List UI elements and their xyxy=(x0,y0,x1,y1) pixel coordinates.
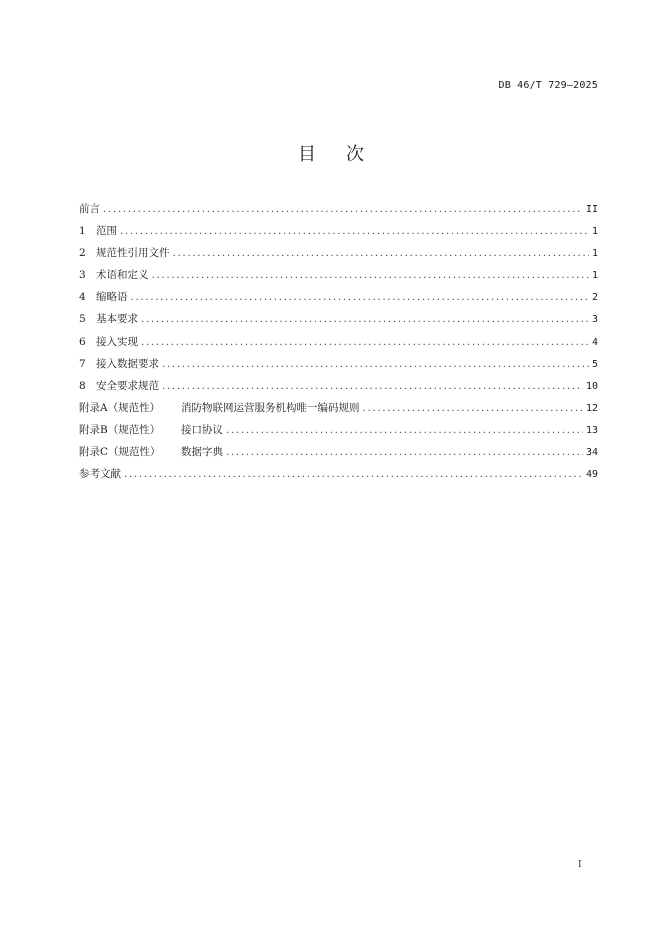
toc-entry-normative-references[interactable] xyxy=(79,245,598,267)
toc-leader-dots xyxy=(120,225,589,237)
toc-entry-label: 基本要求 xyxy=(96,313,138,326)
toc-leader-dots xyxy=(226,424,583,436)
toc-entry-number: 5 xyxy=(79,313,86,326)
toc-leader-dots xyxy=(131,291,589,303)
toc-entry-page: 4 xyxy=(591,336,598,348)
toc-entry-label: 规范性引用文件 xyxy=(96,247,170,260)
toc-entry-access-implementation[interactable] xyxy=(79,334,598,356)
toc-entry-label: 安全要求规范 xyxy=(96,379,159,392)
toc-entry-label: 数据字典 xyxy=(181,446,223,459)
toc-entry-label: 术语和定义 xyxy=(96,269,149,282)
toc-entry-scope[interactable] xyxy=(79,223,598,245)
toc-entry-foreword[interactable] xyxy=(79,201,598,223)
toc-entry-page: 3 xyxy=(591,314,598,326)
toc-leader-dots xyxy=(152,269,589,281)
toc-entry-page: 34 xyxy=(585,447,598,459)
toc-leader-dots xyxy=(162,358,589,370)
toc-entry-appendix-a[interactable] xyxy=(79,400,598,422)
toc-leader-dots xyxy=(124,468,583,480)
toc-leader-dots xyxy=(141,336,589,348)
toc-entry-page: 1 xyxy=(591,226,598,238)
toc-entry-number: 4 xyxy=(79,291,86,304)
toc-entry-page: 2 xyxy=(591,292,598,304)
toc-entry-basic-requirements[interactable] xyxy=(79,311,598,333)
document-code: DB 46/T 729—2025 xyxy=(498,80,598,91)
toc-entry-page: 49 xyxy=(585,469,598,481)
toc-entry-number: 3 xyxy=(79,269,86,282)
toc-leader-dots xyxy=(141,313,589,325)
toc-leader-dots xyxy=(226,446,583,458)
toc-entry-label: 接入实现 xyxy=(96,335,138,348)
toc-leader-dots xyxy=(363,402,583,414)
toc-entry-appendix-label: 附录A（规范性） xyxy=(79,401,161,414)
toc-entry-number: 2 xyxy=(79,247,86,260)
toc-entry-security-requirements[interactable] xyxy=(79,378,598,400)
toc-title: 目次 xyxy=(298,144,394,165)
toc-entry-appendix-c[interactable] xyxy=(79,444,598,466)
toc-entry-page: 12 xyxy=(585,402,598,414)
toc-entry-terms-definitions[interactable] xyxy=(79,267,598,289)
toc-entry-page: 10 xyxy=(585,380,598,392)
toc-leader-dots xyxy=(173,247,589,259)
toc-entry-label: 接口协议 xyxy=(181,423,223,436)
table-of-contents xyxy=(79,201,598,488)
toc-entry-number: 8 xyxy=(79,379,86,392)
toc-entry-page: 13 xyxy=(585,424,598,436)
toc-entry-label: 消防物联网运营服务机构唯一编码规则 xyxy=(181,401,360,414)
toc-entry-label: 缩略语 xyxy=(96,291,128,304)
toc-entry-access-data-requirements[interactable] xyxy=(79,356,598,378)
toc-leader-dots xyxy=(103,203,583,215)
toc-entry-page: 1 xyxy=(591,248,598,260)
toc-entry-number: 1 xyxy=(79,225,86,238)
toc-entry-page: 1 xyxy=(591,270,598,282)
toc-entry-page: 5 xyxy=(591,358,598,370)
toc-entry-appendix-label: 附录B（规范性） xyxy=(79,423,161,436)
toc-entry-abbreviations[interactable] xyxy=(79,289,598,311)
toc-entry-label: 接入数据要求 xyxy=(96,357,159,370)
toc-leader-dots xyxy=(162,380,583,392)
toc-entry-bibliography[interactable] xyxy=(79,466,598,488)
toc-entry-label: 参考文献 xyxy=(79,468,121,481)
footer-page-number: I xyxy=(578,860,582,870)
toc-entry-label: 范围 xyxy=(96,225,117,238)
toc-entry-page: II xyxy=(585,204,598,215)
toc-entry-appendix-label: 附录C（规范性） xyxy=(79,446,161,459)
toc-entry-number: 7 xyxy=(79,357,86,370)
toc-entry-label: 前言 xyxy=(79,203,100,215)
toc-entry-number: 6 xyxy=(79,335,86,348)
toc-entry-appendix-b[interactable] xyxy=(79,422,598,444)
